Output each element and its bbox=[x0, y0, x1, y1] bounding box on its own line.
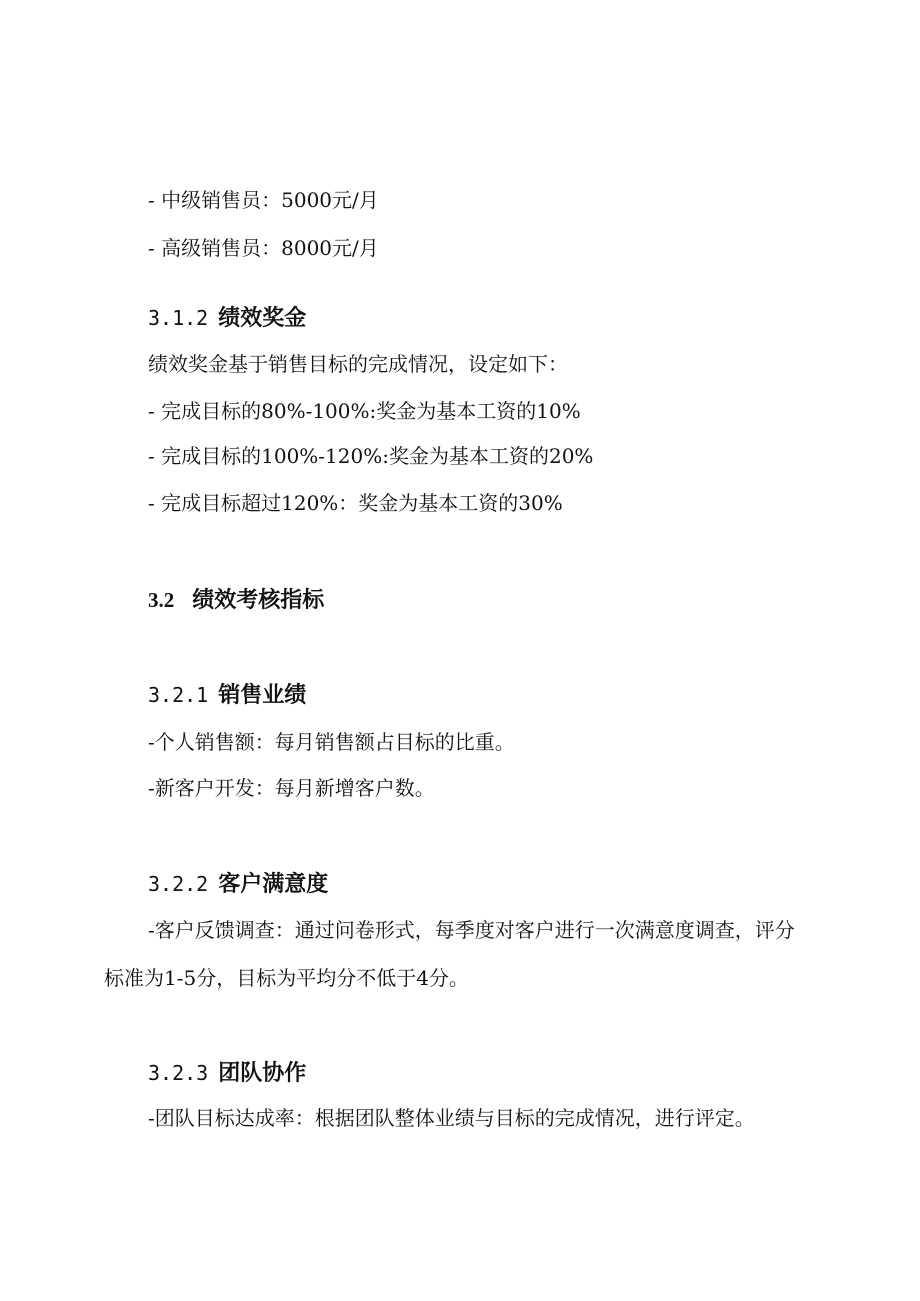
bonus-intro: 绩效奖金基于销售目标的完成情况，设定如下： bbox=[148, 352, 568, 376]
section-title: 团队协作 bbox=[218, 1061, 307, 1086]
section-number: 3.2.1 bbox=[148, 683, 209, 707]
section-title: 销售业绩 bbox=[218, 683, 307, 708]
section-title: 客户满意度 bbox=[218, 872, 329, 897]
bonus-item-2: - 完成目标的100%-120%:奖金为基本工资的20% bbox=[148, 444, 594, 468]
section-heading-3-2-3 bbox=[148, 1058, 306, 1089]
section-heading-3-1-2 bbox=[148, 303, 306, 334]
section-heading-3-2-1 bbox=[148, 680, 306, 711]
section-number: 3.2 bbox=[148, 588, 175, 612]
bonus-item-1: - 完成目标的80%-100%:奖金为基本工资的10% bbox=[148, 399, 581, 423]
customer-satisfaction-paragraph: -客户反馈调查：通过问卷形式，每季度对客户进行一次满意度调查，评分标准为1-5分，目标为平均分不低于4分。 bbox=[104, 918, 795, 990]
kpi-item-new-customers: -新客户开发：每月新增客户数。 bbox=[148, 776, 435, 800]
kpi-item-personal-sales: -个人销售额：每月销售额占目标的比重。 bbox=[148, 730, 515, 754]
teamwork-item-goal-rate: -团队目标达成率：根据团队整体业绩与目标的完成情况，进行评定。 bbox=[148, 1106, 755, 1130]
section-title: 绩效考核指标 bbox=[192, 588, 325, 613]
section-heading-3-2 bbox=[148, 585, 324, 616]
salary-item-intermediate: - 中级销售员：5000元/月 bbox=[148, 188, 379, 212]
section-number: 3.2.3 bbox=[148, 1061, 209, 1085]
section-number: 3.2.2 bbox=[148, 872, 209, 896]
bonus-item-3: - 完成目标超过120%：奖金为基本工资的30% bbox=[148, 491, 563, 515]
salary-item-senior: - 高级销售员：8000元/月 bbox=[148, 236, 379, 260]
section-title: 绩效奖金 bbox=[218, 306, 307, 331]
section-heading-3-2-2 bbox=[148, 869, 328, 900]
section-number: 3.1.2 bbox=[148, 306, 209, 330]
